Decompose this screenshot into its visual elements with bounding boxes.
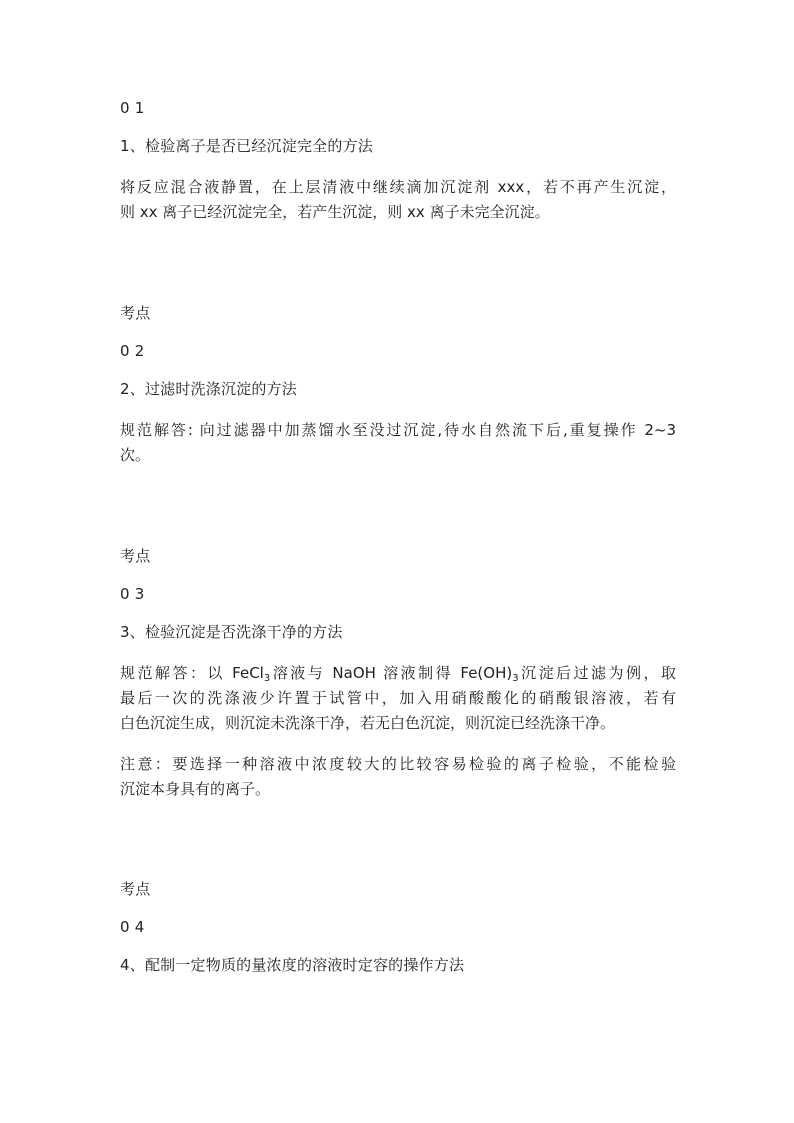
section-2-number: 0 2 — [120, 342, 145, 360]
section-2-body-line-1: 规范解答: 向过滤器中加蒸馏水至没过沉淀,待水自然流下后,重复操作 2~3 — [120, 421, 676, 439]
section-4-number: 0 4 — [120, 918, 145, 936]
section-3-label: 考点 — [120, 547, 151, 565]
section-3-body-line-2: 最后一次的洗涤液少许置于试管中，加入用硝酸酸化的硝酸银溶液，若有 — [120, 689, 676, 707]
section-3-subscript-2: 3 — [512, 673, 519, 684]
section-3-note-line-2: 沉淀本身具有的离子。 — [120, 780, 271, 798]
section-1-body-line-2: 则 xx 离子已经沉淀完全，若产生沉淀，则 xx 离子未完全沉淀。 — [120, 203, 550, 221]
section-3-text-c: 沉淀后过滤为例，取 — [518, 664, 676, 682]
section-2-body-line-2: 次。 — [120, 446, 151, 464]
section-1-body — [120, 175, 676, 225]
section-3-text-a: 规范解答：以 FeCl — [120, 664, 264, 682]
section-3-body-line-3: 白色沉淀生成，则沉淀未洗涤干净，若无白色沉淀，则沉淀已经洗涤干净。 — [120, 714, 616, 732]
section-2-heading: 2、过滤时洗涤沉淀的方法 — [120, 380, 297, 398]
section-1-number: 0 1 — [120, 99, 145, 117]
section-3-note — [120, 752, 676, 802]
section-1-body-line-1: 将反应混合液静置，在上层清液中继续滴加沉淀剂 xxx，若不再产生沉淀， — [120, 178, 676, 196]
section-3-note-line-1: 注意：要选择一种溶液中浓度较大的比较容易检验的离子检验，不能检验 — [120, 755, 676, 773]
section-4-heading: 4、配制一定物质的量浓度的溶液时定容的操作方法 — [120, 956, 465, 974]
section-1-heading: 1、检验离子是否已经沉淀完全的方法 — [120, 137, 373, 155]
section-4-label: 考点 — [120, 880, 151, 898]
section-3-body — [120, 661, 676, 736]
section-3-number: 0 3 — [120, 585, 145, 603]
section-2-label: 考点 — [120, 304, 151, 322]
section-3-heading: 3、检验沉淀是否洗涤干净的方法 — [120, 623, 343, 641]
section-2-body — [120, 418, 676, 468]
section-3-text-b: 溶液与 NaOH 溶液制得 Fe(OH) — [270, 664, 513, 682]
section-3-body-line-1 — [120, 661, 676, 686]
section-3-subscript-1: 3 — [263, 673, 271, 684]
